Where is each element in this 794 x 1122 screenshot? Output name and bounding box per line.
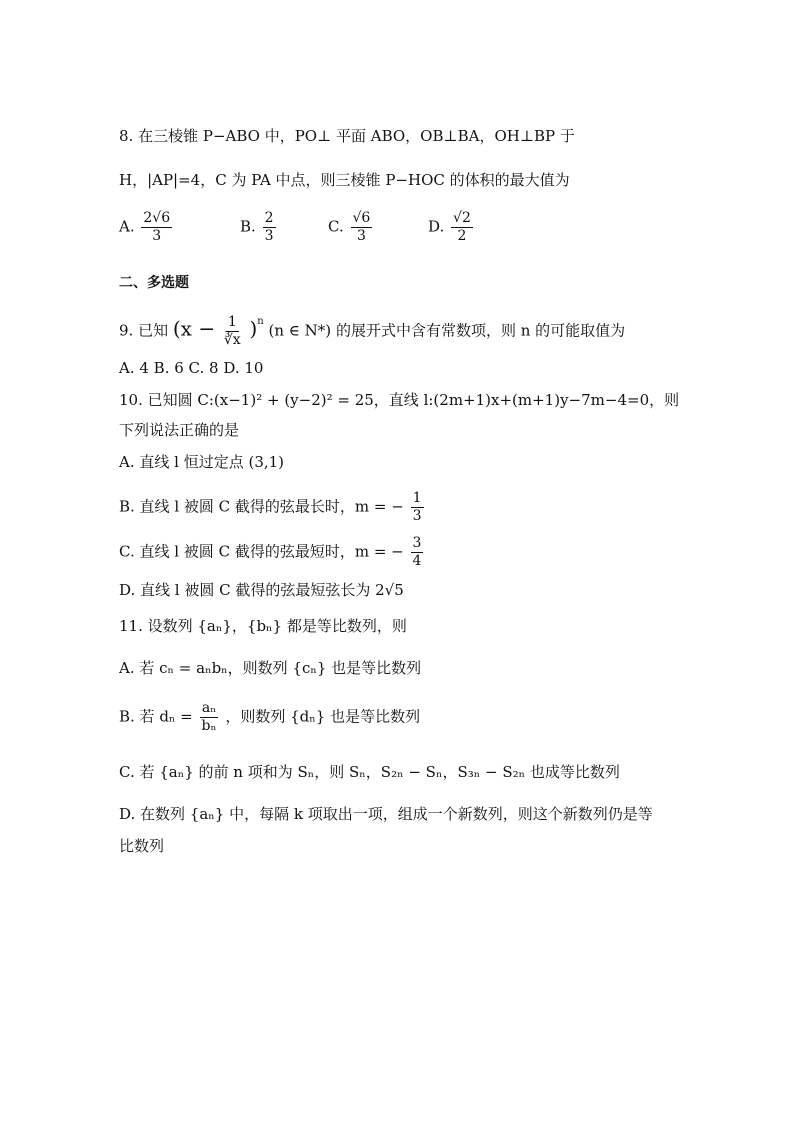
fraction-denominator: 3	[412, 508, 422, 524]
q11-option-d-line-2: 比数列	[119, 837, 165, 855]
fraction	[451, 210, 473, 245]
q8-option-a	[119, 210, 174, 245]
q10-option-c-text: C. 直线 l 被圆 C 截得的弦最短时，m = −	[119, 542, 404, 561]
q9-options: A. 4 B. 6 C. 8 D. 10	[119, 359, 264, 377]
fraction-denominator: bₙ	[201, 718, 217, 734]
q9-prefix: 9. 已知	[119, 321, 169, 340]
fraction-numerator: √2	[453, 210, 471, 226]
q11-option-b-pre: B. 若 dₙ =	[119, 707, 193, 726]
fraction	[222, 314, 243, 349]
fraction	[351, 210, 373, 245]
fraction-denominator: 3	[264, 228, 274, 244]
fraction-denominator: 3	[152, 228, 162, 244]
q8-line-1: 8. 在三棱锥 P−ABO 中，PO⊥ 平面 ABO，OB⊥BA，OH⊥BP 于	[119, 127, 575, 145]
fraction-numerator: 3	[412, 535, 422, 551]
q10-line-1: 10. 已知圆 C:(x−1)² + (y−2)² = 25，直线 l:(2m+1)x+(m+1)y−7m−4=0，则	[119, 391, 680, 409]
q8-option-d	[428, 210, 475, 245]
option-label: D.	[428, 217, 445, 236]
q8-option-c	[328, 210, 374, 245]
q11-option-b	[119, 700, 420, 735]
q8-line-2: H，|AP|=4，C 为 PA 中点，则三棱锥 P−HOC 的体积的最大值为	[119, 171, 570, 189]
fraction	[141, 210, 172, 245]
fraction-numerator: 2	[264, 210, 274, 226]
q9-condition: (n ∈ N*)	[268, 321, 332, 340]
fraction-denominator: 3	[356, 228, 366, 244]
fraction-numerator: 1	[227, 314, 237, 330]
q10-option-b	[119, 490, 426, 525]
fraction-numerator: aₙ	[201, 700, 217, 716]
fraction-numerator: √6	[352, 210, 371, 226]
q11-option-a: A. 若 cₙ = aₙbₙ，则数列 {cₙ} 也是等比数列	[119, 659, 422, 677]
q8-option-b	[240, 210, 278, 245]
fraction-denominator: 4	[412, 553, 422, 569]
q10-option-b-text: B. 直线 l 被圆 C 截得的弦最长时，m = −	[119, 497, 404, 516]
option-label: B.	[240, 217, 256, 236]
q10-option-d: D. 直线 l 被圆 C 截得的弦最短弦长为 2√5	[119, 581, 404, 599]
fraction-denominator: ∛x	[223, 332, 241, 348]
q11-option-d-line-1: D. 在数列 {aₙ} 中，每隔 k 项取出一项，组成一个新数列，则这个新数列仍是等	[119, 805, 653, 823]
fraction-numerator: 1	[412, 490, 422, 506]
option-label: C.	[328, 217, 344, 236]
q9-exponent: n	[257, 315, 264, 327]
q9-expr-left: (x −	[172, 316, 216, 341]
section-title: 二、多选题	[119, 275, 189, 291]
fraction-denominator: 2	[457, 228, 467, 244]
q11-option-c: C. 若 {aₙ} 的前 n 项和为 Sₙ，则 Sₙ，S₂ₙ − Sₙ，S₃ₙ − S₂ₙ 也成等比数列	[119, 763, 620, 781]
q9-stem	[119, 314, 625, 349]
q11-option-b-post: ，则数列 {dₙ} 也是等比数列	[225, 707, 421, 726]
fraction	[411, 490, 424, 525]
q10-option-c	[119, 535, 425, 570]
fraction-numerator: 2√6	[143, 210, 171, 226]
q10-line-2: 下列说法正确的是	[119, 421, 240, 439]
fraction	[263, 210, 276, 245]
q11-stem: 11. 设数列 {aₙ}，{bₙ} 都是等比数列，则	[119, 617, 407, 635]
q9-suffix: 的展开式中含有常数项，则 n 的可能取值为	[335, 321, 626, 340]
fraction	[200, 700, 219, 735]
q10-option-a: A. 直线 l 恒过定点 (3,1)	[119, 453, 285, 471]
fraction	[411, 535, 424, 570]
option-label: A.	[119, 217, 135, 236]
q9-expr-right: )	[249, 316, 258, 341]
